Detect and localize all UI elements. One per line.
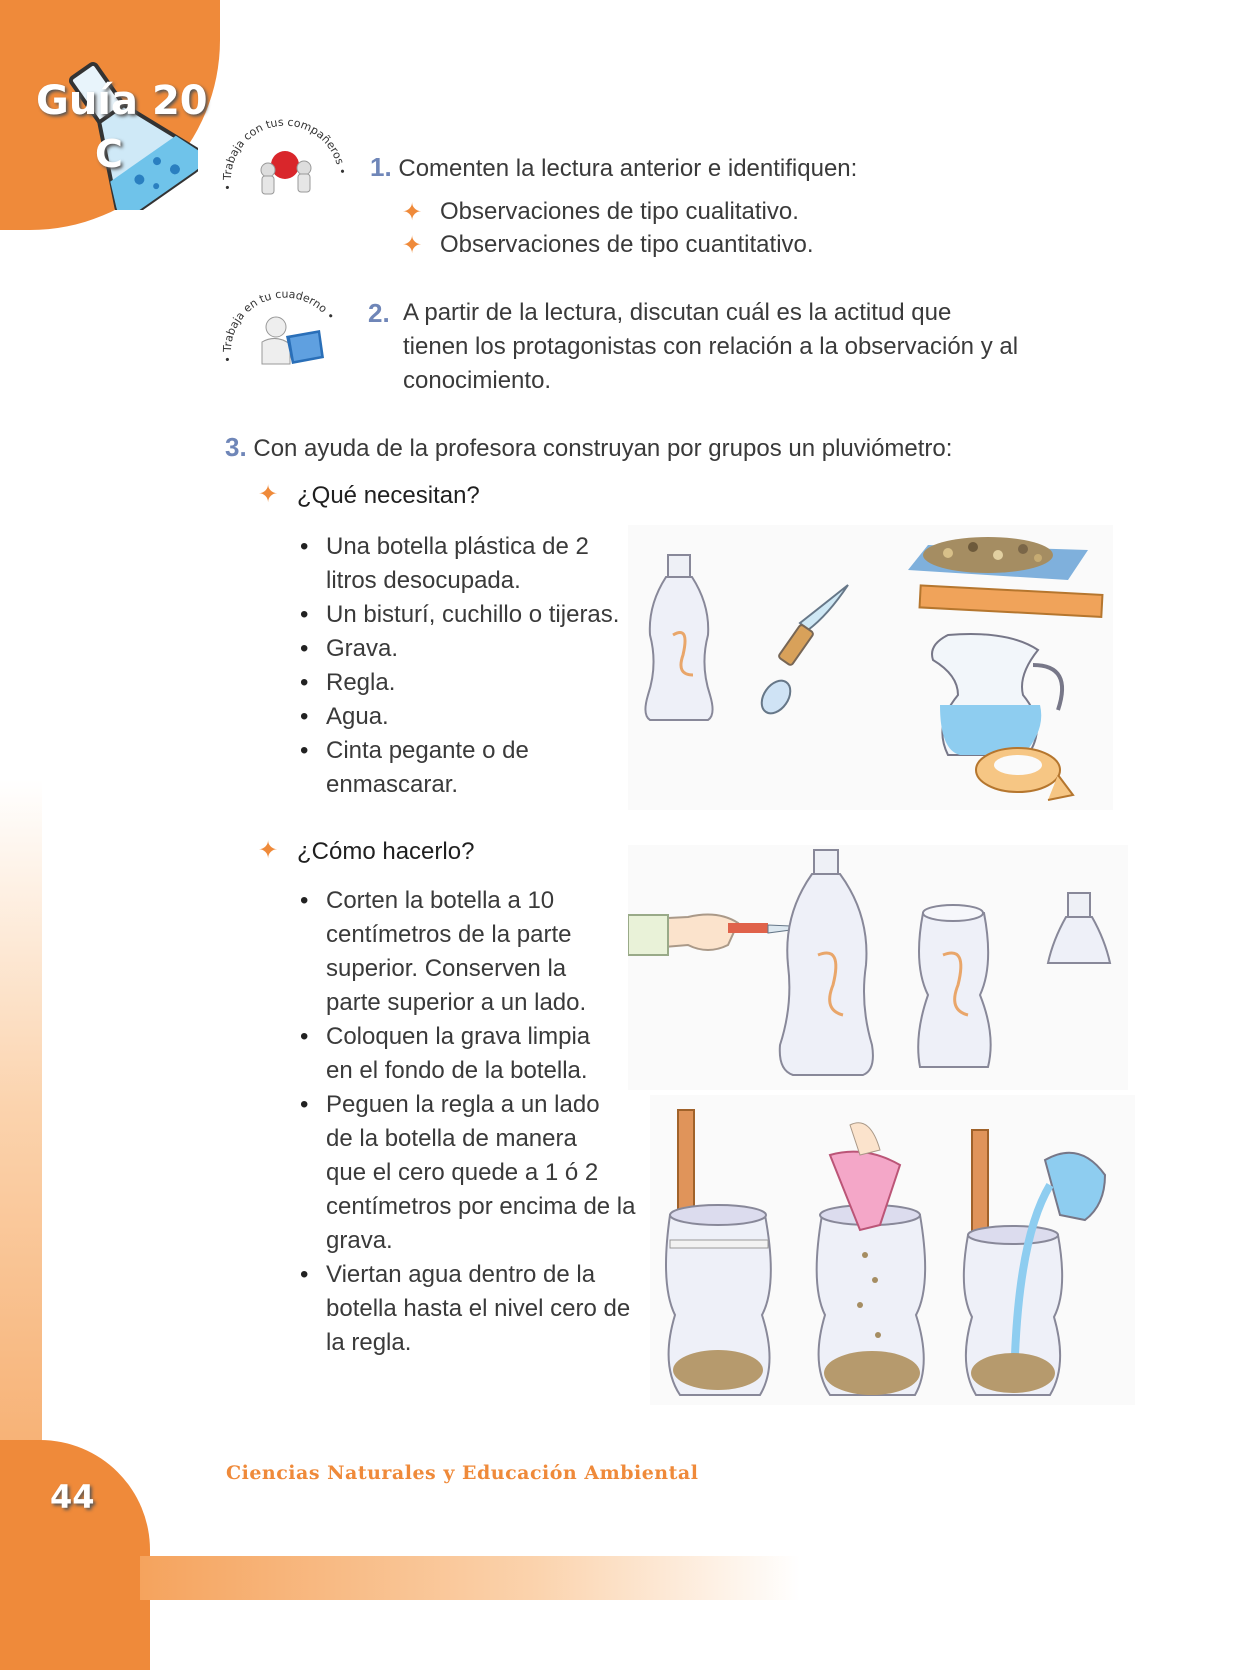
how-line: grava. [326,1227,393,1254]
needs-line: • Cinta pegante o de [326,737,529,764]
flask-icon [48,50,198,210]
needs-list [300,530,630,802]
star-bullet-icon: ✦ [402,232,423,259]
list-item [300,632,630,666]
item-3-number: 3. [225,432,247,462]
needs-line: • Grava. [326,635,399,662]
list-item [300,598,630,632]
guide-title: Guía 20 [36,78,208,124]
team-puzzle-icon [261,151,311,194]
cut-bottle-icon [918,905,990,1067]
item-2-line: A partir de la lectura, discutan cuál es la actitud que [403,299,952,326]
how-line: de la botella de manera [326,1125,577,1152]
corner-decoration-bottom [0,1440,150,1670]
needs-line: litros desocupada. [326,567,521,594]
how-line: centímetros de la parte [326,921,572,948]
star-bullet-icon: ✦ [402,199,423,226]
how-line: en el fondo de la botella. [326,1057,588,1084]
needs-line: • Regla. [326,669,396,696]
how-heading: ¿Cómo hacerlo? [297,838,475,865]
list-item [300,1020,645,1088]
how-line: superior. Conserven la [326,955,567,982]
list-item [300,1258,645,1360]
team-work-badge-label: • Trabaja con tus compañeros • [220,115,349,192]
notebook-work-badge [220,272,350,382]
item-2-line: conocimiento. [403,367,552,394]
needs-heading: ¿Qué necesitan? [297,482,480,509]
needs-line: • Una botella plástica de 2 [326,533,589,560]
list-item [300,884,645,1020]
list-item [300,700,630,734]
how-list [300,884,645,1360]
how-line: • Peguen la regla a un lado [326,1091,600,1118]
star-bullet-icon: ✦ [258,837,279,864]
item-1-number: 1. [370,152,392,182]
how-line: centímetros por encima de la [326,1193,636,1220]
list-item [300,666,630,700]
item-1-subitem: Observaciones de tipo cualitativo. [440,198,799,225]
page-number: 44 [50,1478,95,1516]
how-line: que el cero quede a 1 ó 2 [326,1159,599,1186]
subject-footer: Ciencias Naturales y Educación Ambiental [226,1462,699,1484]
item-3 [225,430,952,466]
how-line: parte superior a un lado. [326,989,587,1016]
item-1 [370,150,857,186]
cutting-illustration [628,845,1128,1090]
notebook-work-badge-label: • Trabaja en tu cuaderno • [220,287,338,364]
how-line: • Coloquen la grava limpia [326,1023,591,1050]
materials-illustration [628,525,1113,810]
item-2-number: 2. [368,298,390,328]
notebook-reader-icon [262,317,324,364]
list-item [300,1088,645,1258]
how-line: • Viertan agua dentro de la [326,1261,596,1288]
item-1-subitem: Observaciones de tipo cuantitativo. [440,231,814,258]
item-3-text: Con ayuda de la profesora construyan por grupos un pluviómetro: [253,435,953,462]
star-bullet-icon: ✦ [258,481,279,508]
how-line: • Corten la botella a 10 [326,887,555,914]
item-2 [368,296,390,332]
list-item [300,734,630,802]
how-line: la regla. [326,1329,412,1356]
needs-line: enmascarar. [326,771,459,798]
item-2-line: tienen los protagonistas con relación a la observación y al [403,333,1019,360]
needs-line: • Agua. [326,703,389,730]
item-1-text: Comenten la lectura anterior e identifiquen: [398,155,858,182]
team-work-badge [220,100,350,210]
how-line: botella hasta el nivel cero de [326,1295,631,1322]
assembly-illustration [650,1095,1135,1405]
item-2-text [403,296,1018,398]
bottom-gradient-band [140,1556,800,1600]
needs-line: • Un bisturí, cuchillo o tijeras. [326,601,620,628]
list-item [300,530,630,598]
guide-letter: C [95,132,123,176]
